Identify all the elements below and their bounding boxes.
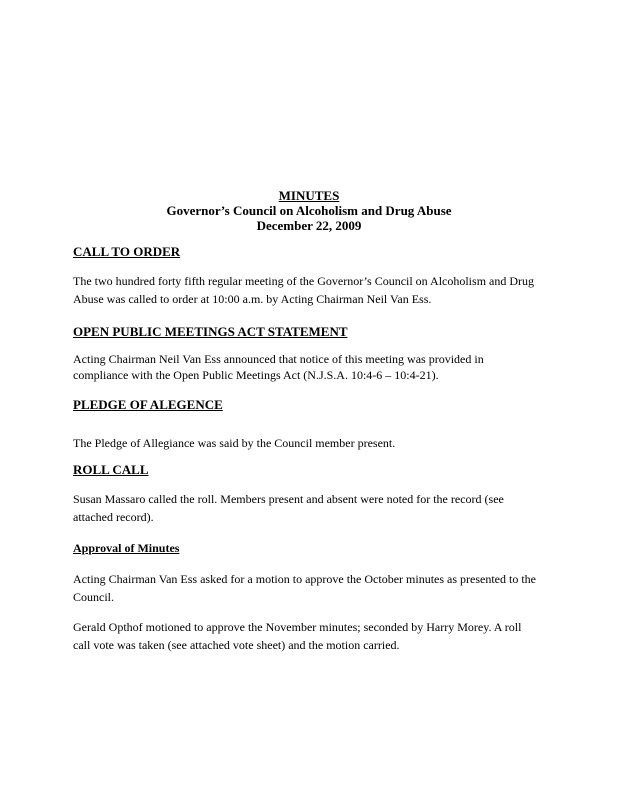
text-line: compliance with the Open Public Meetings Act (N.J.S.A. 10:4-6 – 10:4-21). xyxy=(73,368,439,382)
text-line: The Pledge of Allegiance was said by the Council member present. xyxy=(73,436,396,450)
heading-roll-call: ROLL CALL xyxy=(73,462,149,477)
paragraph-open-public-meetings xyxy=(73,351,553,383)
title-block xyxy=(0,188,618,233)
heading-open-public-meetings: OPEN PUBLIC MEETINGS ACT STATEMENT xyxy=(73,324,348,339)
heading-pledge: PLEDGE OF ALEGENCE xyxy=(73,397,223,412)
text-line: Gerald Opthof motioned to approve the November minutes; seconded by Harry Morey. A roll xyxy=(73,620,522,634)
document-date: December 22, 2009 xyxy=(256,218,362,233)
heading-call-to-order: CALL TO ORDER xyxy=(73,244,181,259)
paragraph-approval-1 xyxy=(73,570,553,606)
heading-approval-of-minutes: Approval of Minutes xyxy=(73,541,180,555)
paragraph-approval-2 xyxy=(73,618,553,654)
text-line: Council. xyxy=(73,590,114,604)
text-line: Abuse was called to order at 10:00 a.m. by Acting Chairman Neil Van Ess. xyxy=(73,292,432,306)
paragraph-call-to-order xyxy=(73,272,553,308)
document-subtitle: Governor’s Council on Alcoholism and Drug Abuse xyxy=(166,203,452,218)
text-line: The two hundred forty fifth regular meeting of the Governor’s Council on Alcoholism and Drug xyxy=(73,274,535,288)
text-line: Susan Massaro called the roll. Members present and absent were noted for the record (see xyxy=(73,492,504,506)
text-line: attached record). xyxy=(73,510,154,524)
text-line: Acting Chairman Van Ess asked for a motion to approve the October minutes as presented to the xyxy=(73,572,536,586)
paragraph-pledge xyxy=(73,434,553,452)
paragraph-roll-call xyxy=(73,490,553,526)
text-line: call vote was taken (see attached vote sheet) and the motion carried. xyxy=(73,638,400,652)
document-title: MINUTES xyxy=(278,188,340,203)
text-line: Acting Chairman Neil Van Ess announced that notice of this meeting was provided in xyxy=(73,352,484,366)
